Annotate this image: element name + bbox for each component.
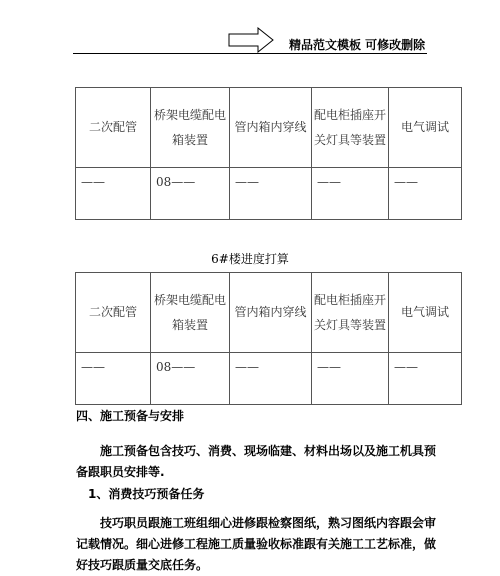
- progress-table-2: [75, 272, 462, 405]
- table-header-row: [76, 88, 462, 168]
- table-cell: 管内箱内穿线: [230, 273, 312, 353]
- table-row: [76, 168, 462, 220]
- table-cell: ——: [312, 353, 389, 405]
- paragraph: 施工预备包含技巧、消费、现场临建、材料出场以及施工机具预备跟职员安排等.: [76, 444, 437, 479]
- table-cell: 电气调试: [389, 88, 462, 168]
- table-cell: 管内箱内穿线: [230, 88, 312, 168]
- header-divider: [73, 53, 427, 54]
- table-cell: 08——: [151, 353, 230, 405]
- table-row: [76, 353, 462, 405]
- table-cell: 配电柜插座开关灯具等装置: [312, 273, 389, 353]
- table-cell: ——: [389, 353, 462, 405]
- table-cell: ——: [312, 168, 389, 220]
- table-cell: 二次配管: [76, 88, 151, 168]
- table-cell: 08——: [151, 168, 230, 220]
- subsection-heading: 1、消费技巧预备任务: [88, 487, 205, 501]
- table-cell: ——: [230, 353, 312, 405]
- table-cell: ——: [230, 168, 312, 220]
- table-caption: 6#楼进度打算: [211, 252, 289, 266]
- table-cell: 二次配管: [76, 273, 151, 353]
- paragraph: 技巧职员跟施工班组细心进修跟检察图纸，熟习图纸内容跟会审记载情况。细心进修工程施工质量验收标准跟有关施工工艺标准，做好技巧跟质量交底任务。: [76, 516, 437, 572]
- table-cell: ——: [76, 353, 151, 405]
- progress-table-1: [75, 87, 462, 220]
- table-header-row: [76, 273, 462, 353]
- table-cell: 配电柜插座开关灯具等装置: [312, 88, 389, 168]
- table-cell: ——: [389, 168, 462, 220]
- table-cell: ——: [76, 168, 151, 220]
- table-cell: 桥架电缆配电箱装置: [151, 88, 230, 168]
- table-cell: 桥架电缆配电箱装置: [151, 273, 230, 353]
- header-title: 精品范文模板 可修改删除: [289, 38, 426, 52]
- section-heading: 四、施工预备与安排: [76, 409, 185, 423]
- table-cell: 电气调试: [389, 273, 462, 353]
- arrow-right-icon: [228, 27, 274, 53]
